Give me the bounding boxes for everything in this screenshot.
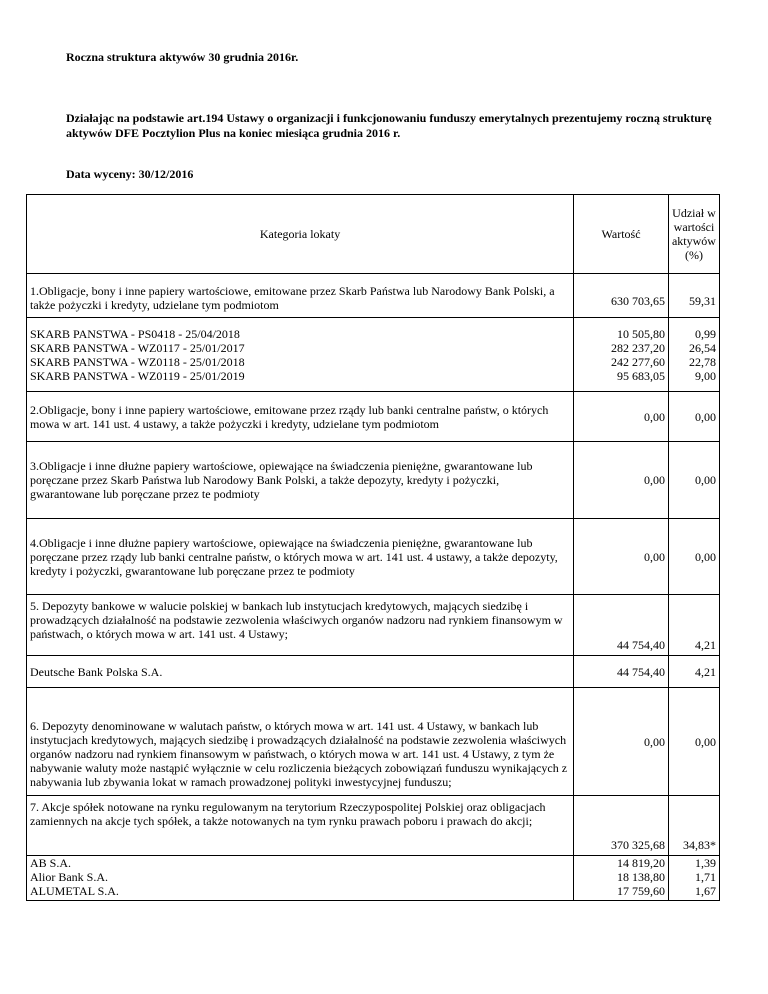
category-value: 44 754,40 [574,595,669,656]
category-row-3 [27,442,720,519]
intro-paragraph: Działając na podstawie art.194 Ustawy o organizacji i funkcjonowaniu funduszy emerytalnych prezentujemy roczną strukturę aktywów DFE Pocztylion Plus na koniec miesiąca grudnia 2016 r. [66,111,712,140]
category-share: 34,83* [668,796,719,856]
holdings-values [574,318,669,392]
holding-name: Deutsche Bank Polska S.A. [27,656,574,688]
valuation-date: Data wyceny: 30/12/2016 [66,167,194,181]
header-share: Udział w wartości aktywów (%) [668,195,719,274]
category-label: 3.Obligacje i inne dłużne papiery wartościowe, opiewające na świadczenia pieniężne, gwarantowane lub poręczane przez Skarb Państwa lub Narodowy Bank Polski, a także depozyty, kredyty i pożyczki, gwarantowane lub poręczane przez te podmioty [27,442,574,519]
holding-value: 17 759,60 [616,884,665,898]
category-row-6 [27,688,720,796]
holding-share: 4,21 [668,656,719,688]
holding-name: AB S.A. [30,856,72,870]
holding-value: 14 819,20 [616,856,665,870]
holdings-names [27,318,574,392]
holding-share: 9,00 [695,368,716,383]
category-label: 4.Obligacje i inne dłużne papiery wartościowe, opiewające na świadczenia pieniężne, gwarantowane lub poręczane przez rządy lub banki centralne państw, o których mowa w art. 141 ust. 4 ustawy, a także depozyty, kredyty i pożyczki, gwarantowane lub poręczane przez te podmioty [27,519,574,595]
holding-name: ALUMETAL S.A. [30,884,119,898]
category-row-2 [27,392,720,442]
holdings-group-5 [27,656,720,688]
holding-name: Alior Bank S.A. [30,870,108,884]
holdings-group-7 [27,856,720,901]
category-value: 370 325,68 [574,796,669,856]
category-label: 6. Depozyty denominowane w walutach państw, o których mowa w art. 141 ust. 4 Ustawy, w bankach lub instytucjach kredytowych, mających siedzibę i prowadzących działalność na podstawie zezwolenia właściwych organów nadzoru nad rynkiem finansowym w państwach, o których mowa w art. 141 ust. 4 Ustawy, z tym że nabywanie waluty może nastąpić wyłącznie w celu rozliczenia bieżących zobowiązań funduszu wynikających z nabywania lub zbywania lokat w ramach prowadzonej polityki inwestycyjnej funduszu; [27,688,574,796]
asset-structure-table [26,194,720,901]
category-row-4 [27,519,720,595]
holding-value: 10 505,80 [616,326,665,341]
category-value: 0,00 [574,519,669,595]
holdings-shares [668,318,719,392]
category-share: 59,31 [668,274,719,318]
holding-share: 1,71 [695,870,716,884]
header-value: Wartość [574,195,669,274]
category-label: 7. Akcje spółek notowane na rynku regulowanym na terytorium Rzeczypospolitej Polskiej oraz obligacjach zamiennych na akcje tych spółek, a także notowanych na tym rynku prawach poboru i prawach do akcji; [27,796,574,856]
category-label: 1.Obligacje, bony i inne papiery wartościowe, emitowane przez Skarb Państwa lub Narodowy Bank Polski, a także pożyczki i kredyty, udzielane tym podmiotom [27,274,574,318]
holding-name: SKARB PANSTWA - WZ0118 - 25/01/2018 [30,354,245,369]
category-value: 630 703,65 [574,274,669,318]
holding-value: 18 138,80 [616,870,665,884]
holding-value: 282 237,20 [610,340,665,355]
holding-share: 1,39 [695,856,716,870]
holdings-values [574,856,669,901]
category-share: 0,00 [668,519,719,595]
holdings-names [27,856,574,901]
holding-share: 1,67 [695,884,716,898]
category-label: 2.Obligacje, bony i inne papiery wartościowe, emitowane przez rządy lub banki centralne państw, o których mowa w art. 141 ust. 4 ustawy, a także pożyczki i kredyty, udzielane tym podmiotom [27,392,574,442]
header-category: Kategoria lokaty [27,195,574,274]
holding-share: 22,78 [689,354,716,369]
holding-share: 26,54 [689,340,716,355]
holdings-group-1 [27,318,720,392]
category-row-1 [27,274,720,318]
category-share: 0,00 [668,442,719,519]
table-header-row [27,195,720,274]
holding-value: 242 277,60 [610,354,665,369]
holding-name: SKARB PANSTWA - WZ0119 - 25/01/2019 [30,368,245,383]
category-label: 5. Depozyty bankowe w walucie polskiej w bankach lub instytucjach kredytowych, mających siedzibę i prowadzących działalność na podstawie zezwolenia właściwych organów nadzoru nad rynkiem finansowym w państwach, o których mowa w art. 141 ust. 4 Ustawy; [27,595,574,656]
holding-name: SKARB PANSTWA - WZ0117 - 25/01/2017 [30,340,245,355]
category-share: 0,00 [668,688,719,796]
holdings-shares [668,856,719,901]
page-title: Roczna struktura aktywów 30 grudnia 2016r. [66,50,299,64]
category-row-5 [27,595,720,656]
holding-value: 44 754,40 [574,656,669,688]
category-share: 4,21 [668,595,719,656]
holding-value: 95 683,05 [616,368,665,383]
category-value: 0,00 [574,442,669,519]
category-share: 0,00 [668,392,719,442]
holding-name: SKARB PANSTWA - PS0418 - 25/04/2018 [30,326,240,341]
holding-share: 0,99 [695,326,716,341]
category-row-7 [27,796,720,856]
category-value: 0,00 [574,392,669,442]
category-value: 0,00 [574,688,669,796]
